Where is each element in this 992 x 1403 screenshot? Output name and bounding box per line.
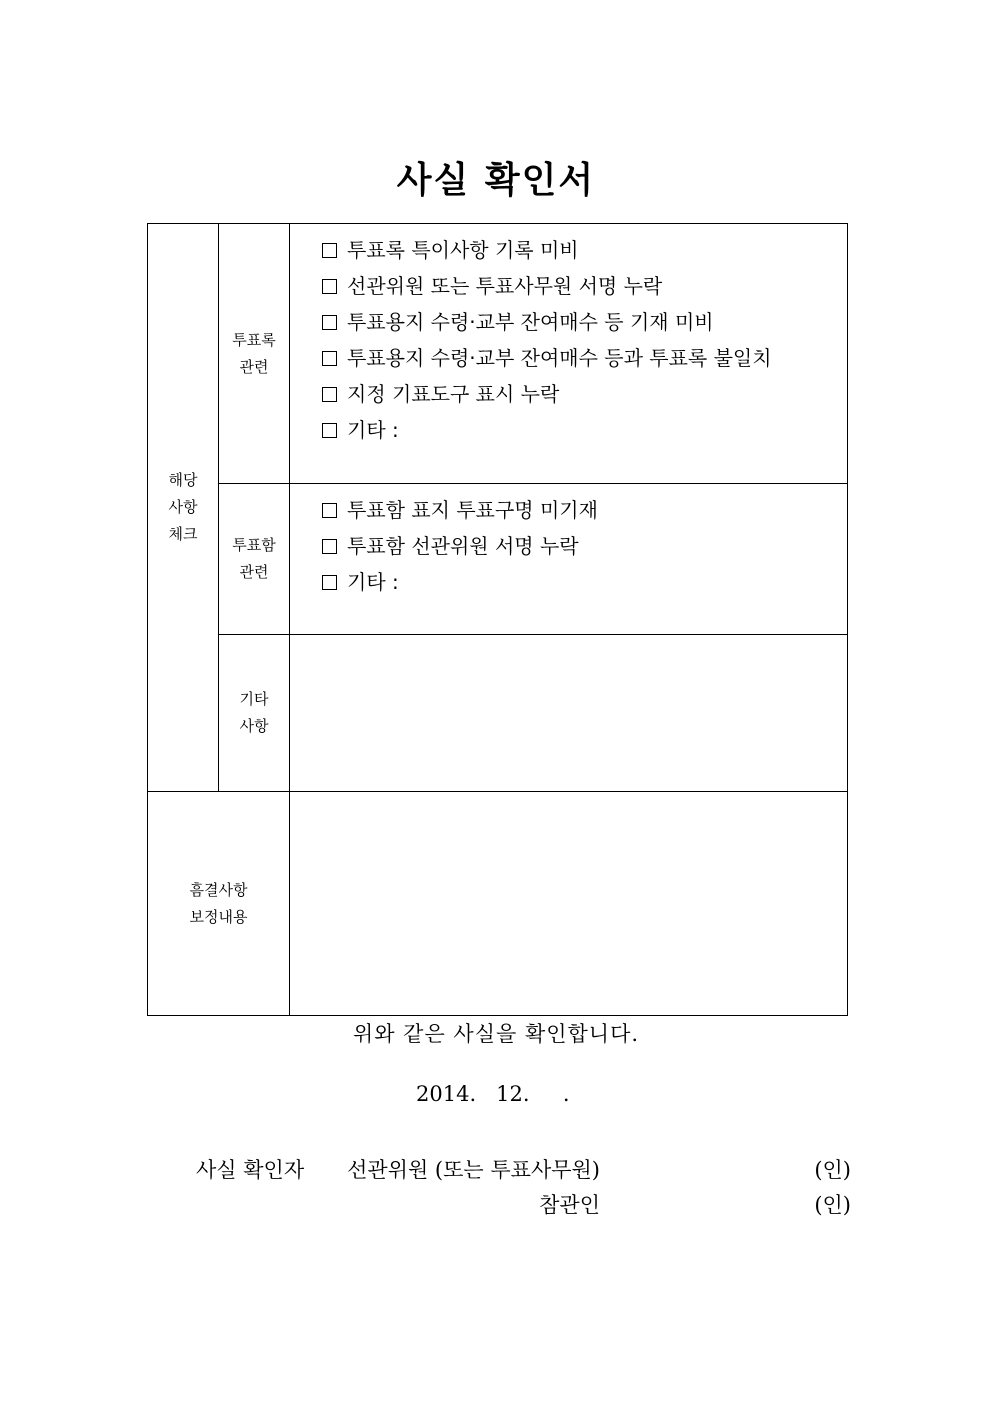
checkbox-icon[interactable] — [322, 279, 337, 294]
ballot-box-checklist — [290, 484, 848, 635]
seal-mark-1: (인) — [814, 1158, 851, 1182]
checkbox-icon[interactable] — [322, 351, 337, 366]
checkbox-icon[interactable] — [322, 315, 337, 330]
checklist-item[interactable]: 투표용지 수령·교부 잔여매수 등 기재 미비 — [322, 304, 847, 340]
ballot-record-checklist — [290, 224, 848, 484]
page-title: 사실 확인서 — [396, 160, 596, 201]
checklist-item[interactable]: 기타 : — [322, 412, 847, 448]
other-items-field[interactable] — [290, 635, 848, 792]
checkbox-icon[interactable] — [322, 503, 337, 518]
checklist-item[interactable]: 투표함 표지 투표구명 미기재 — [322, 492, 847, 528]
checklist-item[interactable]: 투표록 특이사항 기록 미비 — [322, 232, 847, 268]
confirmation-form-table — [147, 223, 848, 1016]
confirmer-label: 사실 확인자 — [196, 1158, 305, 1182]
ballot-record-label: 투표록 관련 — [219, 224, 290, 484]
checkbox-icon[interactable] — [322, 423, 337, 438]
checklist-item[interactable]: 기타 : — [322, 564, 847, 600]
date-line: 2014. 12. . — [416, 1082, 570, 1106]
confirmation-statement: 위와 같은 사실을 확인합니다. — [352, 1022, 640, 1046]
checklist-item[interactable]: 지정 기표도구 표시 누락 — [322, 376, 847, 412]
checkbox-icon[interactable] — [322, 575, 337, 590]
checklist-item[interactable]: 투표용지 수령·교부 잔여매수 등과 투표록 불일치 — [322, 340, 847, 376]
checkbox-icon[interactable] — [322, 387, 337, 402]
correction-label: 흠결사항 보정내용 — [148, 792, 290, 1016]
seal-mark-2: (인) — [814, 1193, 851, 1217]
correction-field[interactable] — [290, 792, 848, 1016]
checkbox-icon[interactable] — [322, 243, 337, 258]
checklist-item[interactable]: 투표함 선관위원 서명 누락 — [322, 528, 847, 564]
checklist-item[interactable]: 선관위원 또는 투표사무원 서명 누락 — [322, 268, 847, 304]
checkbox-icon[interactable] — [322, 539, 337, 554]
applicable-items-label: 해당 사항 체크 — [148, 224, 219, 792]
other-items-label: 기타 사항 — [219, 635, 290, 792]
signer-role-2: 참관인 — [539, 1193, 600, 1217]
signer-role-1: 선관위원 (또는 투표사무원) — [347, 1158, 600, 1182]
ballot-box-label: 투표함 관련 — [219, 484, 290, 635]
